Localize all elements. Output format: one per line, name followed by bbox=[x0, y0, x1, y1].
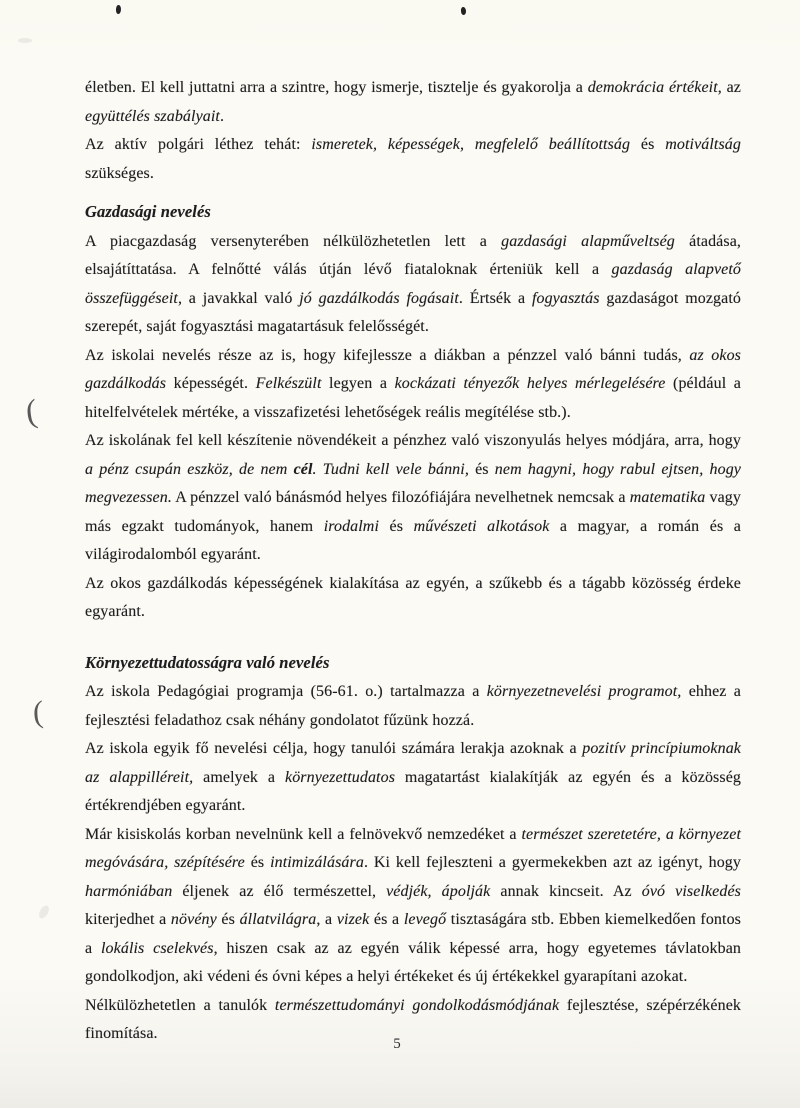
text-run: matematika bbox=[629, 489, 706, 506]
text-run: Az aktív polgári léthez tehát: bbox=[85, 136, 312, 153]
text-run: kockázati tényezők helyes mérlegelésére bbox=[394, 375, 666, 392]
text-run: Az iskolai nevelés része az is, hogy kifejlessze a diákban a pénzzel való bánni tudás, bbox=[85, 346, 690, 364]
text-run: és bbox=[379, 517, 414, 535]
text-run: . Értsék a bbox=[458, 289, 532, 307]
text-run: állatvilágra bbox=[239, 911, 317, 928]
paragraph bbox=[85, 131, 741, 188]
section-heading bbox=[85, 649, 741, 678]
text-run: életben. El kell juttatni arra a szintre, hogy ismerje, tisztelje és gyakorolja a bbox=[85, 79, 588, 96]
text-run: irodalmi bbox=[323, 517, 380, 535]
text-run: Az iskola egyik fő nevelési célja, hogy tanulói számára lerakja azoknak a bbox=[85, 740, 583, 757]
text-run: növény bbox=[170, 911, 217, 928]
text-run: . Tudni kell vele bánni, bbox=[312, 460, 469, 478]
text-run: védjék, ápolják bbox=[386, 882, 491, 900]
text-run: Az iskolának fel kell készítenie növendékeit a pénzhez való viszonyulás helyes módjára, arra, hogy bbox=[85, 432, 741, 449]
text-run: levegő bbox=[403, 911, 447, 928]
handwritten-paren-mark: ( bbox=[32, 693, 45, 730]
text-run: éljenek az élő természettel, bbox=[172, 882, 387, 900]
text-run: Már kisiskolás korban nevelnünk kell a felnövekvő nemzedéket a bbox=[85, 825, 522, 843]
paragraph bbox=[85, 342, 741, 428]
text-run: és a bbox=[369, 911, 404, 928]
text-run: intimizálására bbox=[270, 854, 364, 871]
text-run: természet szeretetére, a környezet megóvására, szépítésére bbox=[85, 825, 741, 871]
text-run: annak kincseit. Az bbox=[490, 882, 642, 900]
text-run: és bbox=[468, 460, 495, 478]
text-run: az okos gazdálkodás bbox=[85, 346, 741, 392]
text-run: gazdaság alapvető összefüggéseit bbox=[85, 261, 741, 307]
text-run: motiváltság bbox=[665, 136, 741, 153]
text-run: Gazdasági nevelés bbox=[85, 202, 211, 221]
text-run: lokális cselekvés bbox=[101, 939, 214, 957]
text-run: Nélkülözhetetlen a tanulók bbox=[85, 996, 275, 1014]
text-run: Az iskola Pedagógiai programja (56-61. o.) tartalmazza a bbox=[85, 683, 487, 700]
text-run: A piacgazdaság versenyterében nélkülözhetetlen lett a bbox=[85, 232, 502, 250]
paragraph bbox=[85, 678, 741, 735]
text-run: a pénz csupán eszköz, de nem bbox=[85, 460, 294, 478]
text-run: nem hagyni, hogy rabul ejtsen, hogy megvezessen. bbox=[85, 460, 742, 506]
text-run: vagy más egzakt tudományok, hanem bbox=[85, 489, 741, 535]
paragraph bbox=[85, 570, 741, 627]
paragraph bbox=[85, 821, 741, 992]
text-run: magatartást kialakítják az egyén és a közösség értékrendjében egyaránt. bbox=[85, 768, 742, 814]
text-run: együttélés szabályait bbox=[85, 107, 220, 125]
handwritten-paren-mark: ( bbox=[23, 393, 40, 431]
paragraph bbox=[85, 427, 741, 570]
text-run: pozitív princípiumoknak az alappilléreit, bbox=[85, 740, 741, 786]
text-run: és bbox=[244, 854, 271, 871]
text-run: természettudományi gondolkodásmódjának bbox=[274, 996, 560, 1014]
text-run: jó gazdálkodás fogásait bbox=[299, 289, 459, 307]
text-run: harmóniában bbox=[85, 882, 173, 900]
text-run: cél bbox=[293, 460, 313, 478]
text-run: Felkészült bbox=[255, 375, 322, 392]
text-run: Az okos gazdálkodás képességének kialakítása az egyén, a szűkebb és a tágabb közösség érdeke egyaránt. bbox=[85, 574, 741, 620]
text-run: kiterjedhet a bbox=[85, 911, 171, 928]
text-run: tisztaságára stb. Ebben kiemelkedően fontos a bbox=[85, 911, 742, 957]
section-heading bbox=[85, 198, 741, 227]
text-run: művészeti alkotások bbox=[413, 517, 550, 535]
text-run: és bbox=[630, 136, 666, 153]
text-run: szükséges. bbox=[85, 164, 154, 182]
scan-smudge bbox=[18, 38, 32, 43]
text-run: óvó viselkedés bbox=[641, 882, 742, 900]
text-run: gazdasági alapműveltség bbox=[501, 232, 675, 250]
text-run: átadása, elsajátíttatása. A felnőtté válás útján lévő fiataloknak érteniük kell a bbox=[85, 232, 741, 278]
scan-speck-icon bbox=[461, 7, 466, 15]
text-run: vizek bbox=[336, 911, 370, 928]
text-run: . bbox=[219, 107, 225, 125]
text-run: képességét. bbox=[166, 375, 256, 392]
paragraph bbox=[85, 735, 741, 821]
text-run: fogyasztás bbox=[531, 289, 600, 307]
text-run: . Ki kell fejleszteni a gyermekekben azt az igényt, hogy bbox=[363, 854, 741, 871]
text-run: a magyar, a román és a világirodalomból egyaránt. bbox=[85, 517, 741, 563]
text-run: (például a hitelfelvételek mértéke, a visszafizetési lehetőségek reális megítélése stb.). bbox=[85, 375, 742, 421]
scan-smudge bbox=[37, 904, 51, 920]
text-run: ehhez a fejlesztési feladathoz csak néhány gondolatot fűzünk hozzá. bbox=[85, 683, 741, 729]
paragraph bbox=[85, 228, 741, 342]
paragraph bbox=[85, 992, 741, 1049]
text-run: környezetnevelési programot, bbox=[486, 683, 682, 700]
text-run: demokrácia értékeit bbox=[587, 79, 718, 96]
text-run: és bbox=[216, 911, 240, 928]
text-run: , a javakkal való bbox=[177, 289, 300, 307]
paragraph bbox=[85, 74, 741, 131]
text-run: gazdaságot mozgató szerepét, saját fogyasztási magatartásuk felelősségét. bbox=[85, 289, 741, 335]
text-run: fejlesztése, szépérzékének finomítása. bbox=[85, 996, 741, 1042]
text-run: , az bbox=[717, 79, 742, 96]
page-number: 5 bbox=[393, 1036, 401, 1052]
text-run: amelyek a bbox=[193, 768, 285, 786]
text-run: ismeretek, képességek, megfelelő beállítottság bbox=[311, 136, 631, 153]
scan-speck-icon bbox=[116, 5, 122, 14]
text-run: , a bbox=[316, 911, 337, 928]
text-run: A pénzzel való bánásmód helyes filozófiájára nevelhetnek nemcsak a bbox=[171, 489, 630, 506]
text-run: környezettudatos bbox=[285, 768, 396, 786]
text-run: Környezettudatosságra való nevelés bbox=[85, 652, 330, 672]
text-run: legyen a bbox=[321, 375, 395, 392]
text-run: , hiszen csak az az egyén válik képessé arra, hogy egyetemes távlatokban gondolkodjon, aki védeni és óvni képes a helyi értékeket és új értékekkel gyarapítani azokat. bbox=[85, 939, 741, 985]
document-body bbox=[85, 74, 741, 1049]
